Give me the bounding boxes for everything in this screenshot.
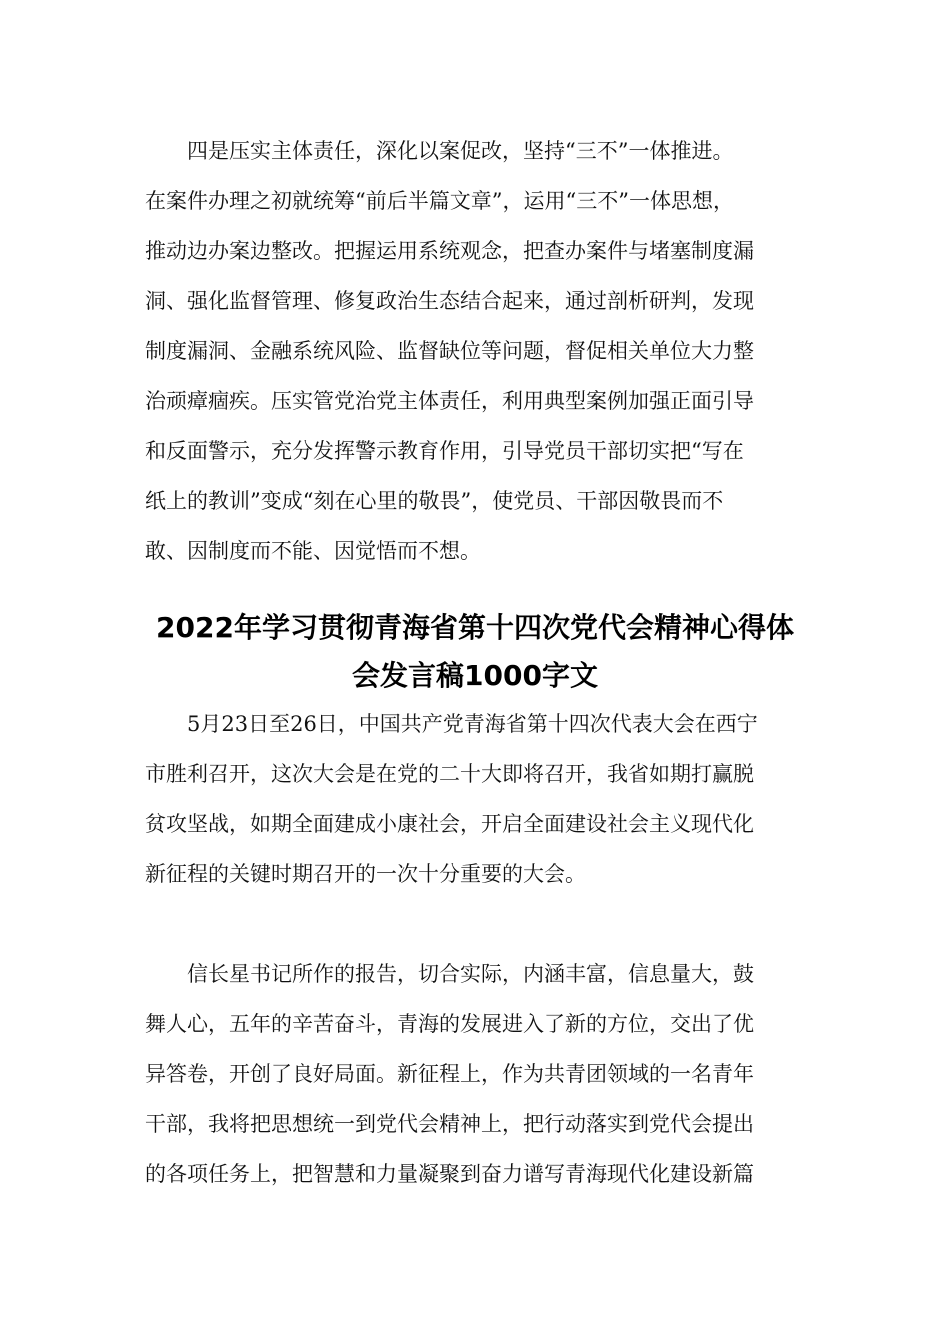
paragraph-line: 新征程的关键时期召开的一次十分重要的大会。 [145, 862, 586, 886]
paragraph-line: 5月23日至26日，中国共产党青海省第十四次代表大会在西宁 [187, 712, 758, 736]
paragraph-line: 四是压实主体责任，深化以案促改，坚持“三不”一体推进。 [187, 139, 734, 163]
paragraph-line: 制度漏洞、金融系统风险、监督缺位等问题，督促相关单位大力整 [145, 339, 754, 363]
paragraph-line: 洞、强化监督管理、修复政治生态结合起来，通过剖析研判，发现 [145, 289, 754, 313]
paragraph-line: 在案件办理之初就统筹“前后半篇文章”，运用“三不”一体思想， [145, 189, 734, 213]
paragraph-line: 贫攻坚战，如期全面建成小康社会，开启全面建设社会主义现代化 [145, 812, 754, 836]
paragraph-line: 和反面警示，充分发挥警示教育作用，引导党员干部切实把“写在 [145, 439, 744, 463]
paragraph-line: 干部，我将把思想统一到党代会精神上，把行动落实到党代会提出 [145, 1112, 754, 1136]
article-title-line-1: 2022年学习贯彻青海省第十四次党代会精神心得体 [156, 611, 794, 644]
paragraph-line: 的各项任务上，把智慧和力量凝聚到奋力谱写青海现代化建设新篇 [145, 1162, 754, 1186]
paragraph-line: 市胜利召开，这次大会是在党的二十大即将召开，我省如期打赢脱 [145, 762, 754, 786]
article-title-line-2: 会发言稿1000字文 [352, 659, 598, 692]
paragraph-line: 敢、因制度而不能、因觉悟而不想。 [145, 539, 481, 563]
paragraph-line: 信长星书记所作的报告，切合实际，内涵丰富，信息量大，鼓 [187, 962, 754, 986]
paragraph-line: 推动边办案边整改。把握运用系统观念，把查办案件与堵塞制度漏 [145, 239, 754, 263]
paragraph-line: 治顽瘴痼疾。压实管党治党主体责任，利用典型案例加强正面引导 [145, 389, 754, 413]
paragraph-line: 舞人心，五年的辛苦奋斗，青海的发展进入了新的方位，交出了优 [145, 1012, 754, 1036]
paragraph-line: 纸上的教训”变成“刻在心里的敬畏”，使党员、干部因敬畏而不 [145, 489, 724, 513]
paragraph-line: 异答卷，开创了良好局面。新征程上，作为共青团领域的一名青年 [145, 1062, 754, 1086]
